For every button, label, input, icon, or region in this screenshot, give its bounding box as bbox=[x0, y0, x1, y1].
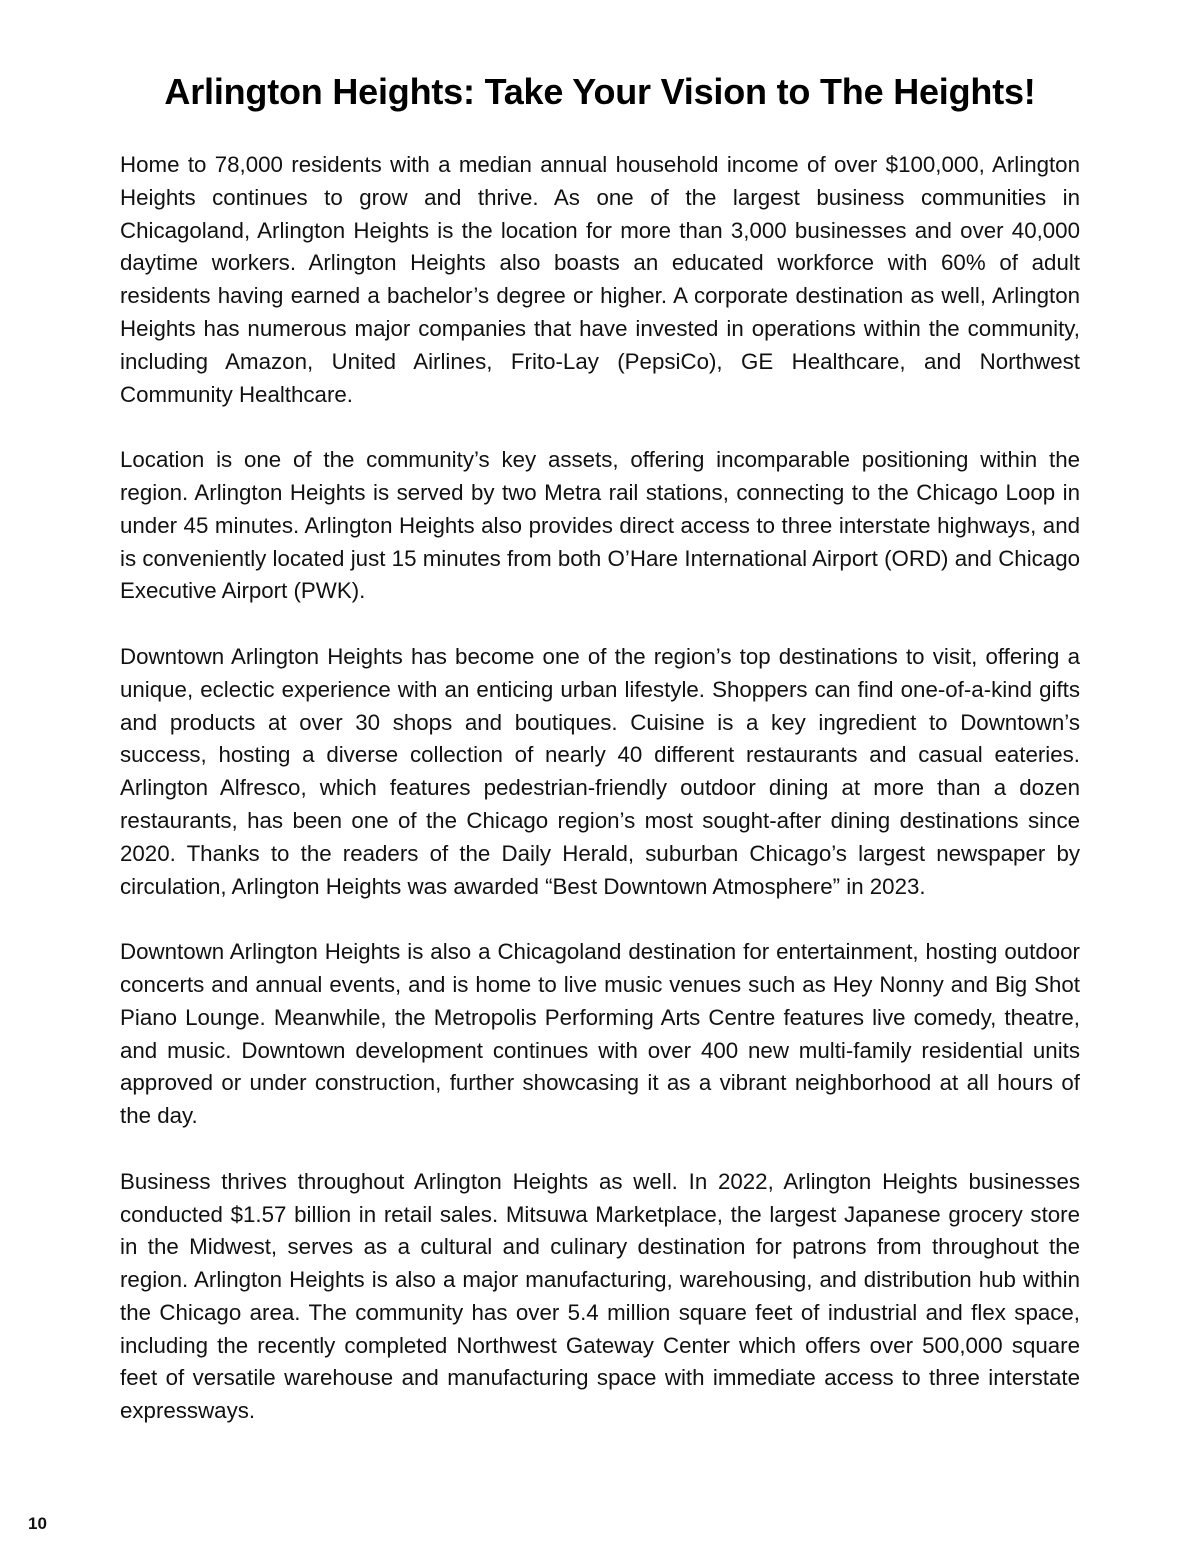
paragraph-business: Business thrives throughout Arlington Heights as well. In 2022, Arlington Heights businesses conducted $1.57 billion in retail sales. Mitsuwa Marketplace, the largest Japanese grocery store in the Midwest, serves as a cultural and culinary destination for patrons from throughout the region. Arlington Heights is also a major manufacturing, warehousing, and distribution hub within the Chicago area. The community has over 5.4 million square feet of industrial and flex space, including the recently completed Northwest Gateway Center which offers over 500,000 square feet of versatile warehouse and manufacturing space with immediate access to three interstate expressways. bbox=[120, 1168, 1080, 1424]
paragraph-downtown: Downtown Arlington Heights has become one of the region’s top destinations to visit, offering a unique, eclectic experience with an enticing urban lifestyle. Shoppers can find one-of-a-kind gifts and products at over 30 shops and boutiques. Cuisine is a key ingredient to Downtown’s success, hosting a diverse collection of nearly 40 different restaurants and casual eateries. Arlington Alfresco, which features pedestrian-friendly outdoor dining at more than a dozen restaurants, has been one of the Chicago region’s most sought-after dining destinations since 2020. Thanks to the readers of the Daily Herald, suburban Chicago’s largest newspaper by circulation, Arlington Heights was awarded “Best Downtown Atmosphere” in 2023. bbox=[120, 643, 1080, 899]
paragraph-location: Location is one of the community’s key assets, offering incomparable positioning within the region. Arlington Heights is served by two Metra rail stations, connecting to the Chicago Loop in under 45 minutes. Arlington Heights also provides direct access to three interstate highways, and is conveniently located just 15 minutes from both O’Hare International Airport (ORD) and Chicago Executive Airport (PWK). bbox=[120, 447, 1080, 604]
paragraph-entertainment: Downtown Arlington Heights is also a Chicagoland destination for entertainment, hosting outdoor concerts and annual events, and is home to live music venues such as Hey Nonny and Big Shot Piano Lounge. Meanwhile, the Metropolis Performing Arts Centre features live comedy, theatre, and music. Downtown development continues with over 400 new multi-family residential units approved or under construction, further showcasing it as a vibrant neighborhood at all hours of the day. bbox=[120, 939, 1080, 1129]
body-text bbox=[120, 149, 1080, 1461]
paragraph-overview: Home to 78,000 residents with a median annual household income of over $100,000, Arlington Heights continues to grow and thrive. As one of the largest business communities in Chicagoland, Arlington Heights is the location for more than 3,000 businesses and over 40,000 daytime workers. Arlington Heights also boasts an educated workforce with 60% of adult residents having earned a bachelor’s degree or higher. A corporate destination as well, Arlington Heights has numerous major companies that have invested in operations within the community, including Amazon, United Airlines, Frito-Lay (PepsiCo), GE Healthcare, and Northwest Community Healthcare. bbox=[120, 152, 1080, 407]
page-title: Arlington Heights: Take Your Vision to The Heights! bbox=[164, 71, 1036, 112]
page-number: 10 bbox=[28, 1514, 47, 1533]
